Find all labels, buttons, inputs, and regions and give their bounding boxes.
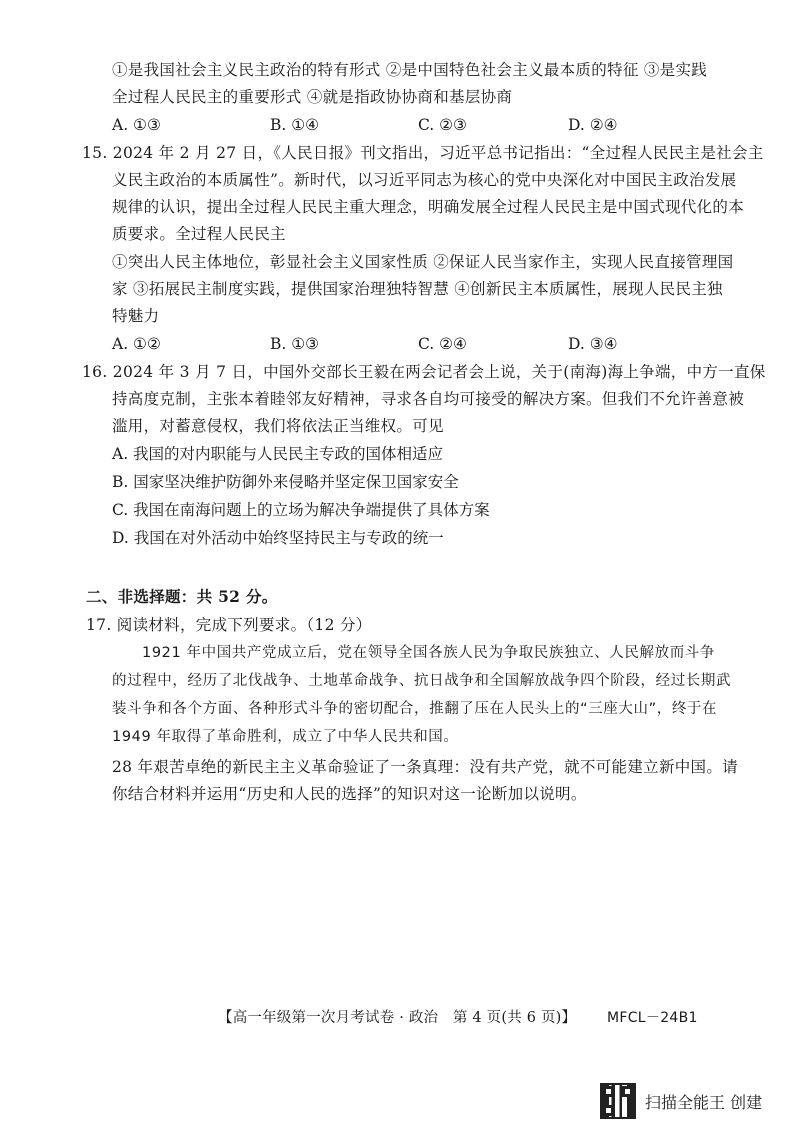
q14-option-c: C. ②③ [418,116,467,134]
q17-question-line-1: 28 年艰苦卓绝的新民主主义革命验证了一条真理：没有共产党，就不可能建立新中国。请 [112,758,738,776]
q15-stem-line-4: 质要求。全过程人民民主 [112,225,286,243]
q16-stem-line-1: 16. 2024 年 3 月 7 日，中国外交部长王毅在两会记者会上说，关于(南海)海上争端，中方一直保 [82,363,766,381]
q16-option-d: D. 我国在对外活动中始终坚持民主与专政的统一 [112,529,444,547]
q15-stem-line-3: 规律的认识，提出全过程人民民主重大理念，明确发展全过程人民民主是中国式现代化的本 [112,198,745,216]
q16-stem-line-2: 持高度克制，主张本着睦邻友好精神，寻求各自均可接受的解决方案。但我们不允许善意被 [112,390,745,408]
q15-option-d: D. ③④ [568,335,618,353]
q14-option-d: D. ②④ [568,116,618,134]
q17-material-line-1: 1921 年中国共产党成立后，党在领导全国各族人民为争取民族独立、人民解放而斗争 [142,645,716,661]
section-2-title: 二、非选择题：共 52 分。 [86,587,278,606]
q15-stem-line-2: 义民主政治的本质属性”。新时代，以习近平同志为核心的党中央深化对中国民主政治发展 [112,171,737,189]
q15-stem-line-1: 15. 2024 年 2 月 27 日，《人民日报》刊文指出，习近平总书记指出：“全过程人民民主是社会主 [82,144,764,162]
q17-question-line-2: 你结合材料并运用“历史和人民的选择”的知识对这一论断加以说明。 [112,785,587,803]
page-footer-title: 【高一年级第一次月考试卷 · 政治 第 4 页(共 6 页)】 [218,1010,577,1026]
page-footer-code: MFCL－24B1 [607,1010,698,1026]
q14-option-b: B. ①④ [270,116,320,134]
q16-option-c: C. 我国在南海问题上的立场为解决争端提供了具体方案 [112,501,490,519]
q17-material-line-4: 1949 年取得了革命胜利，成立了中华人民共和国。 [112,729,459,745]
q16-option-b: B. 国家坚决维护防御外来侵略并坚定保卫国家安全 [112,473,459,491]
q16-stem-line-3: 滥用，对蓄意侵权，我们将依法正当维权。可见 [112,417,444,435]
q15-choices-line-3: 特魅力 [112,307,160,325]
q17-material-line-2: 的过程中，经历了北伐战争、土地革命战争、抗日战争和全国解放战争四个阶段，经过长期武 [112,673,732,689]
q15-option-a: A. ①② [112,335,161,353]
q15-option-c: C. ②④ [418,335,467,353]
q17-stem: 17. 阅读材料，完成下列要求。（12 分） [86,616,372,634]
q14-choices-line-2: 全过程人民民主的重要形式 ④就是指政协协商和基层协商 [112,88,513,106]
q15-option-b: B. ①③ [270,335,320,353]
q16-option-a: A. 我国的对内职能与人民民主专政的国体相适应 [112,445,444,463]
qr-code-icon [600,1083,636,1119]
q15-choices-line-1: ①突出人民主体地位，彰显社会主义国家性质 ②保证人民当家作主，实现人民直接管理国 [112,253,734,271]
q14-option-a: A. ①③ [112,116,161,134]
q17-material-line-3: 装斗争和各个方面、各种形式斗争的密切配合，推翻了压在人民头上的“三座大山”，终于在 [112,701,718,717]
q14-choices-line-1: ①是我国社会主义民主政治的特有形式 ②是中国特色社会主义最本质的特征 ③是实践 [112,61,708,79]
q15-choices-line-2: 家 ③拓展民主制度实践，提供国家治理独特智慧 ④创新民主本质属性，展现人民民主独 [112,280,723,298]
scanner-watermark-text: 扫描全能王 创建 [645,1093,763,1112]
